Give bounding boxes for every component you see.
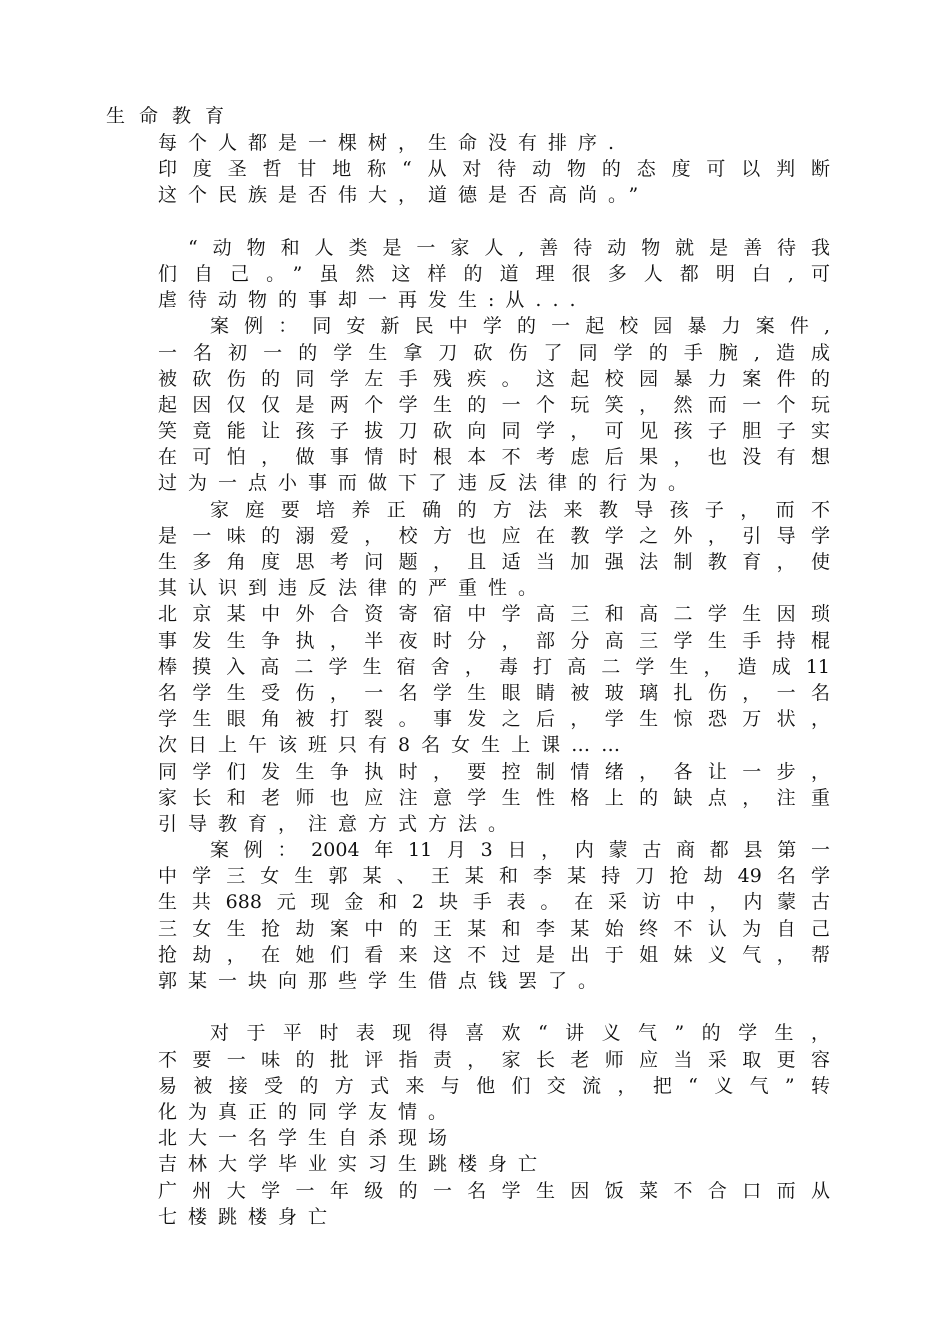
text-line: 案例：同安新民中学的一起校园暴力案件, [210,315,830,338]
text-line: 印度圣哲甘地称“从对待动物的态度可以判断 [158,158,830,181]
text-line: 郭某一块向那些学生借点钱罢了。 [158,970,609,992]
text-line: 其认识到违反法律的严重性。 [158,577,549,600]
text-line: 名学生受伤，一名学生眼睛被玻璃扎伤，一名 [158,681,830,704]
text-line: 北京某中外合资寄宿中学高三和高二学生因琐 [158,603,830,626]
text-line: 生共688元现金和2块手表。在采访中，内蒙古 [158,891,830,914]
text-line: 事发生争执，半夜时分，部分高三学生手持棍 [158,629,830,652]
text-line: 每个人都是一棵树，生命没有排序. [158,132,626,154]
text-line: 七楼跳楼身亡 [158,1205,339,1228]
text-line: 学生眼角被打裂。事发之后，学生惊恐万状， [158,708,830,731]
text-line: 案例：2004年11月3日，内蒙古商都县第一 [210,839,830,862]
text-line: 引导教育，注意方式方法。 [158,812,519,835]
text-line: 虐待动物的事却一再发生:从... [158,289,587,312]
text-line: 起因仅仅是两个学生的一个玩笑，然而一个玩 [158,393,830,416]
text-line: 对于平时表现得喜欢“讲义气”的学生， [210,1022,830,1045]
text-line: 中学三女生郭某、王某和李某持刀抢劫49名学 [158,865,830,888]
text-line: 生多角度思考问题，且适当加强法制教育，使 [158,551,830,573]
text-line: 三女生抢劫案中的王某和李某始终不认为自己 [158,917,830,940]
document-body [158,130,830,1230]
text-line: 在可怕，做事情时根本不考虑后果，也没有想 [158,446,830,469]
text-line: 被砍伤的同学左手残疾。这起校园暴力案件的 [158,367,830,390]
text-line: 家庭要培养正确的方法来教导孩子，而不 [210,498,830,521]
text-line: 次日上午该班只有8名女生上课…… [158,734,632,757]
text-line: 同学们发生争执时，要控制情绪，各让一步， [158,760,830,783]
text-line: 抢劫，在她们看来这不过是出于姐妹义气，帮 [158,943,830,966]
text-line: 是一味的溺爱，校方也应在教学之外，引导学 [158,524,830,547]
text-line: 家长和老师也应注意学生性格上的缺点，注重 [158,786,830,809]
text-line: 笑竟能让孩子拔刀砍向同学，可见孩子胆子实 [158,420,830,443]
text-line: 棒摸入高二学生宿舍，毒打高二学生，造成11 [158,655,830,678]
text-line: “动物和人类是一家人,善待动物就是善待我 [188,236,830,259]
document-title: 生命教育 [106,105,239,127]
blank-line [158,994,830,1020]
text-line: 易被接受的方式来与他们交流，把“义气”转 [158,1074,830,1097]
text-line: 这个民族是否伟大，道德是否高尚。” [158,184,650,207]
text-line: 广州大学一年级的一名学生因饭菜不合口而从 [158,1179,830,1202]
blank-line [158,209,830,235]
text-line: 化为真正的同学友情。 [158,1100,459,1123]
text-line: 北大一名学生自杀现场 [158,1127,459,1150]
text-line: 不要一味的批评指责，家长老师应当采取更容 [158,1048,830,1071]
text-line: 过为一点小事而做下了违反法律的行为。 [158,472,699,495]
text-line: 吉林大学毕业实习生跳楼身亡 [158,1153,549,1176]
text-line: 一名初一的学生拿刀砍伤了同学的手腕,造成 [158,341,830,364]
text-line: 们自己。”虽然这样的道理很多人都明白,可 [158,262,830,285]
